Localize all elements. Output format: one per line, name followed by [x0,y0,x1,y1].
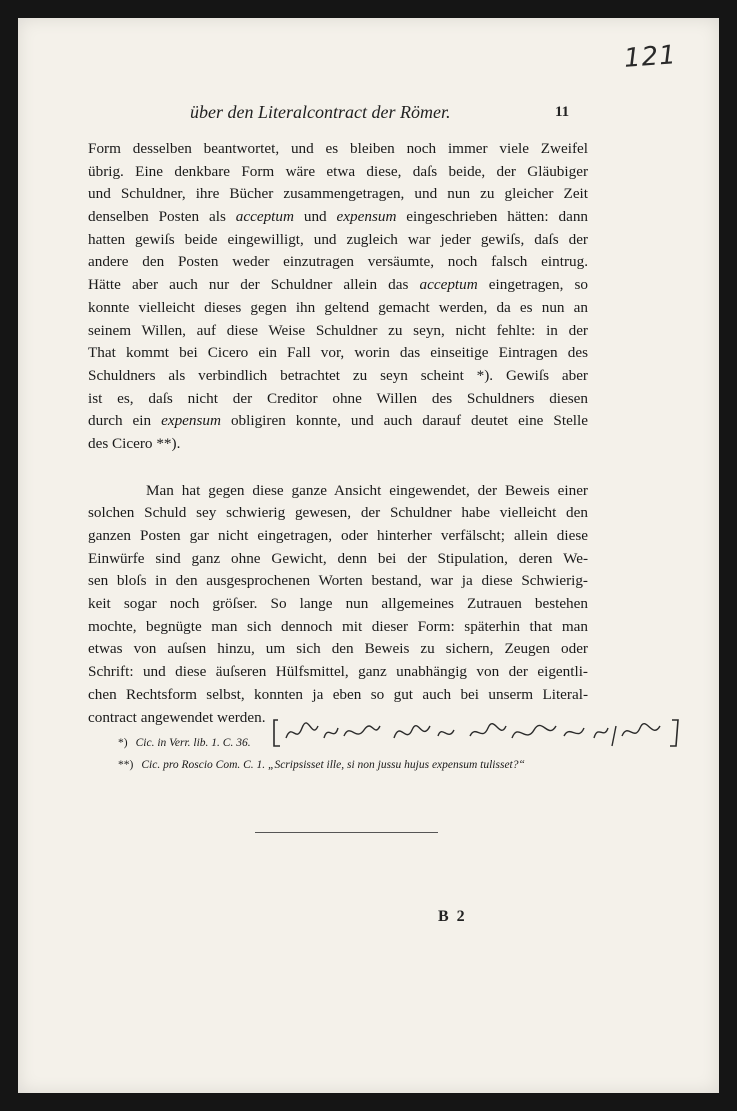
signature-mark: B 2 [438,908,467,925]
text-line: und Schuldner, ihre Bücher zusammengetragen, und nun zu gleicher Zeit [88,185,588,203]
running-head: über den Literalcontract der Römer. [190,102,451,122]
paragraph-1 [88,138,588,456]
paragraph-2 [88,480,588,730]
text-line: Hätte aber auch nur der Schuldner allein das acceptum eingetragen, so [88,276,588,294]
text-line: Schuldners als verbindlich betrachtet zu seyn scheint *). Gewiſs aber [88,366,588,384]
text-line: denselben Posten als acceptum und expensum eingeschrieben hätten: dann [88,208,588,226]
body-text [88,138,588,729]
footnotes [118,732,678,776]
text-line: konnte vielleicht dieses gegen ihn geltend gemacht werden, da es nun an [88,298,588,316]
footnote-text: Cic. in Verr. lib. 1. C. 36. [135,737,251,749]
footnote-1 [118,732,678,754]
text-line: ganzen Posten gar nicht eingetragen, oder hinterher verfälscht; allein diese [88,527,588,544]
footnote-text: Cic. pro Roscio Com. C. 1. „Scripsisset ille, si non jussu hujus expensum tulisset?“ [141,759,525,771]
text-line: That kommt bei Cicero ein Fall vor, worin das einseitige Eintragen des [88,344,588,362]
text-line: Man hat gegen diese ganze Ansicht eingewendet, der Beweis einer [146,481,588,499]
footnote-marker: *) [118,737,128,749]
folio-number-handwritten: 121 [623,40,678,74]
text-line: übrig. Eine denkbare Form wäre etwa diese, daſs beide, der Gläubiger [88,162,588,180]
text-line: hatten gewiſs beide eingewilligt, und zugleich war jeder gewiſs, daſs der [88,230,588,248]
text-line: andere den Posten weder einzutragen versäumte, noch falsch eintrug. [88,253,588,271]
text-line: durch ein expensum obligiren konnte, und auch darauf deutet eine Stelle [88,412,588,430]
text-line: Form desselben beantwortet, und es bleiben noch immer viele Zweifel [88,140,588,157]
text-line: Einwürfe sind ganz ohne Gewicht, denn bei der Stipulation, deren We- [88,549,588,567]
text-line: contract angewendet werden. [88,708,266,726]
text-line: seinem Willen, auf diese Weise Schuldner zu seyn, nicht fehlte: in der [88,321,588,339]
text-line: solchen Schuld sey schwierig gewesen, der Schuldner habe vielleicht den [88,504,588,522]
text-line: etwas von auſsen hinzu, um sich den Beweis zu sichern, Zeugen oder [88,640,588,658]
text-line: Schrift: und diese äuſseren Hülfsmittel, ganz unabhängig von der eigentli- [88,663,588,681]
footnote-marker: **) [118,759,134,771]
text-line: sen bloſs in den ausgesprochenen Worten bestand, war ja diese Schwierig- [88,572,588,590]
separator-rule [255,832,438,833]
text-line: ist es, daſs nicht der Creditor ohne Willen des Schuldners diesen [88,389,588,407]
text-line: keit sogar noch gröſser. So lange nun allgemeines Zutrauen bestehen [88,595,588,613]
page-number: 11 [555,104,570,120]
text-line: chen Rechtsform selbst, konnten ja eben so gut auch bei unserm Literal- [88,685,588,703]
text-line: des Cicero **). [88,434,181,452]
text-line: mochte, begnügte man sich dennoch mit dieser Form: späterhin that man [88,617,588,635]
footnote-2 [118,754,678,776]
